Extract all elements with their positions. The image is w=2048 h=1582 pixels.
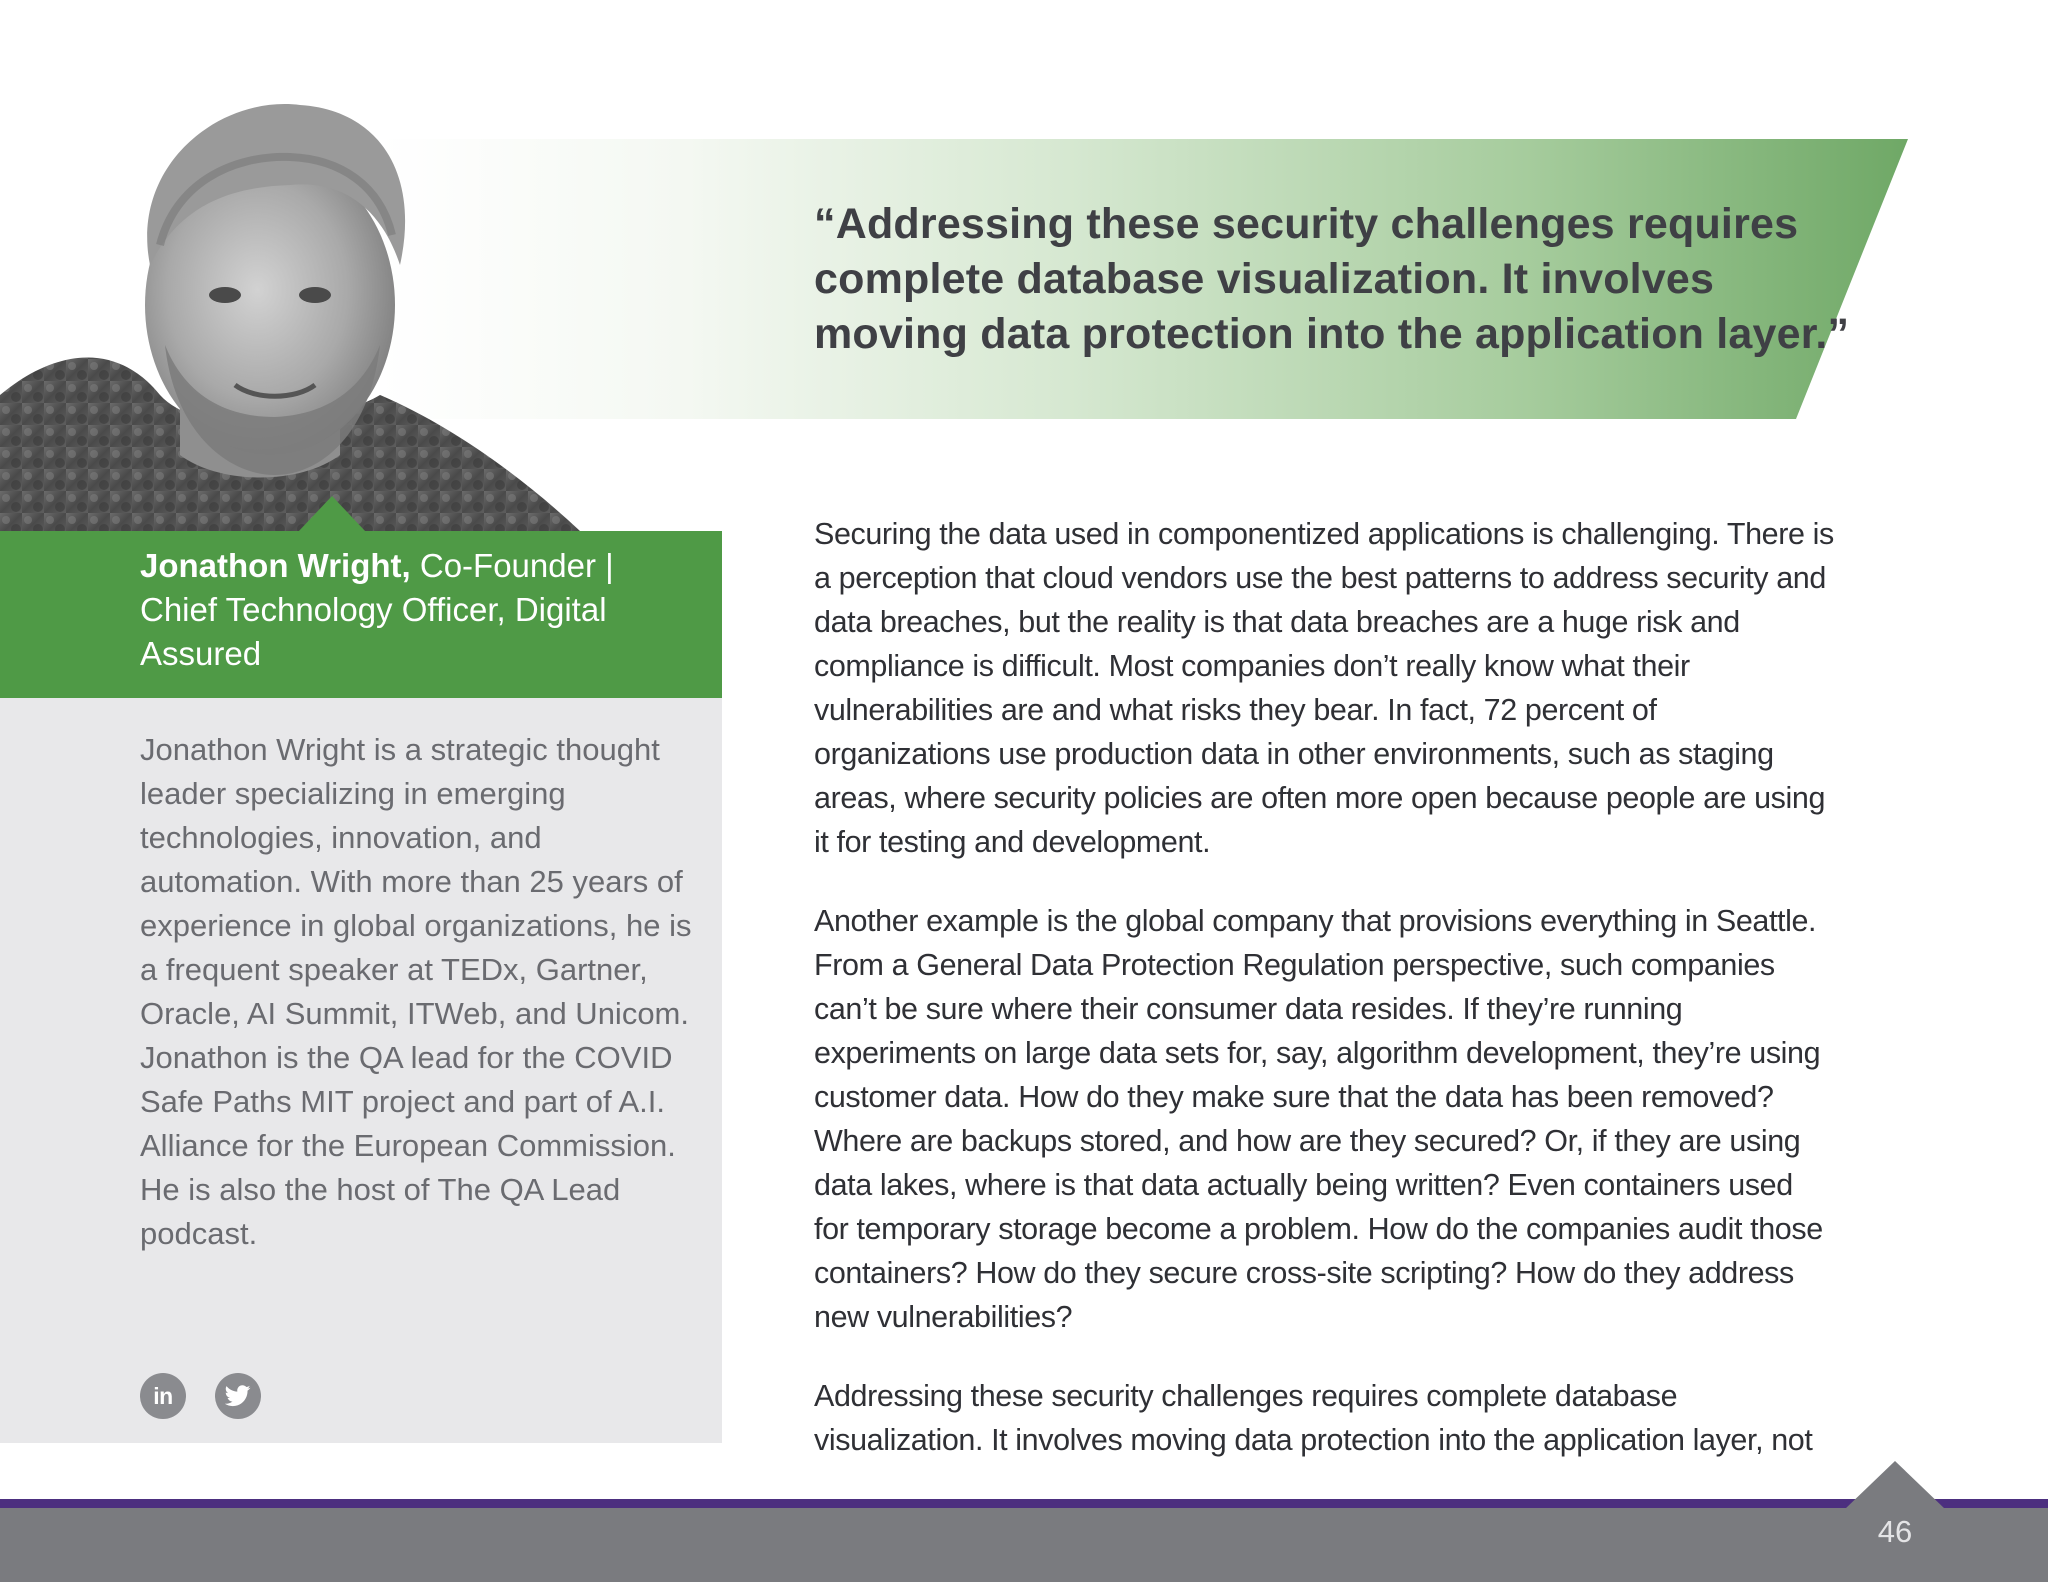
page-number: 46: [1877, 1514, 1913, 1549]
linkedin-button[interactable]: [140, 1373, 186, 1419]
author-bio: Jonathon Wright is a strategic thought leader specializing in emerging technologies, innovation, and automation. With more than 25 years of experience in global organizations, he is a frequent speaker at TEDx, Gartner, Oracle, AI Summit, ITWeb, and Unicom. Jonathon is the QA lead for the COVID Safe Paths MIT project and part of A.I. Alliance for the European Commission. He is also the host of The QA Lead podcast.: [140, 732, 692, 1251]
body-paragraph: Securing the data used in componentized applications is challenging. There is a perception that cloud vendors use the best patterns to address security and data breaches, but the reality is that data breaches are a huge risk and compliance is difficult. Most companies don’t really know what their vulnerabilities are and what risks they bear. In fact, 72 percent of organizations use production data in other environments, such as staging areas, where security policies are often more open because people are using it for testing and development.: [814, 517, 1834, 859]
author-portrait: [0, 95, 600, 531]
twitter-icon: [225, 1385, 251, 1407]
footer-page-tab: [1845, 1461, 1945, 1509]
author-box-pointer: [298, 496, 366, 532]
body-paragraph: Another example is the global company that provisions everything in Seattle. From a General Data Protection Regulation perspective, such companies can’t be sure where their consumer data resides. If they’re running experiments on large data sets for, say, algorithm development, they’re using customer data. How do they make sure that the data has been removed? Where are backups stored, and how are they secured? Or, if they are using data lakes, where is that data actually being written? Even containers used for temporary storage become a problem. How do the companies audit those containers? How do they secure cross-site scripting? How do they address new vulnerabilities?: [814, 904, 1823, 1334]
pull-quote: “Addressing these security challenges requires complete database visualization. It involves moving data protection into the application layer.”: [814, 200, 1850, 358]
article-body: [814, 512, 1834, 1497]
footer-bar: [0, 1508, 2048, 1582]
author-name: Jonathon Wright,: [140, 547, 411, 584]
linkedin-icon: in: [153, 1382, 173, 1409]
footer-accent-line: [0, 1499, 2048, 1508]
body-paragraph: Addressing these security challenges requires complete database visualization. It involves moving data protection into the application layer, not: [814, 1379, 1813, 1457]
author-credit: [140, 544, 660, 676]
twitter-button[interactable]: [215, 1373, 261, 1419]
author-role: Co-Founder | Chief Technology Officer, Digital Assured: [140, 547, 614, 672]
